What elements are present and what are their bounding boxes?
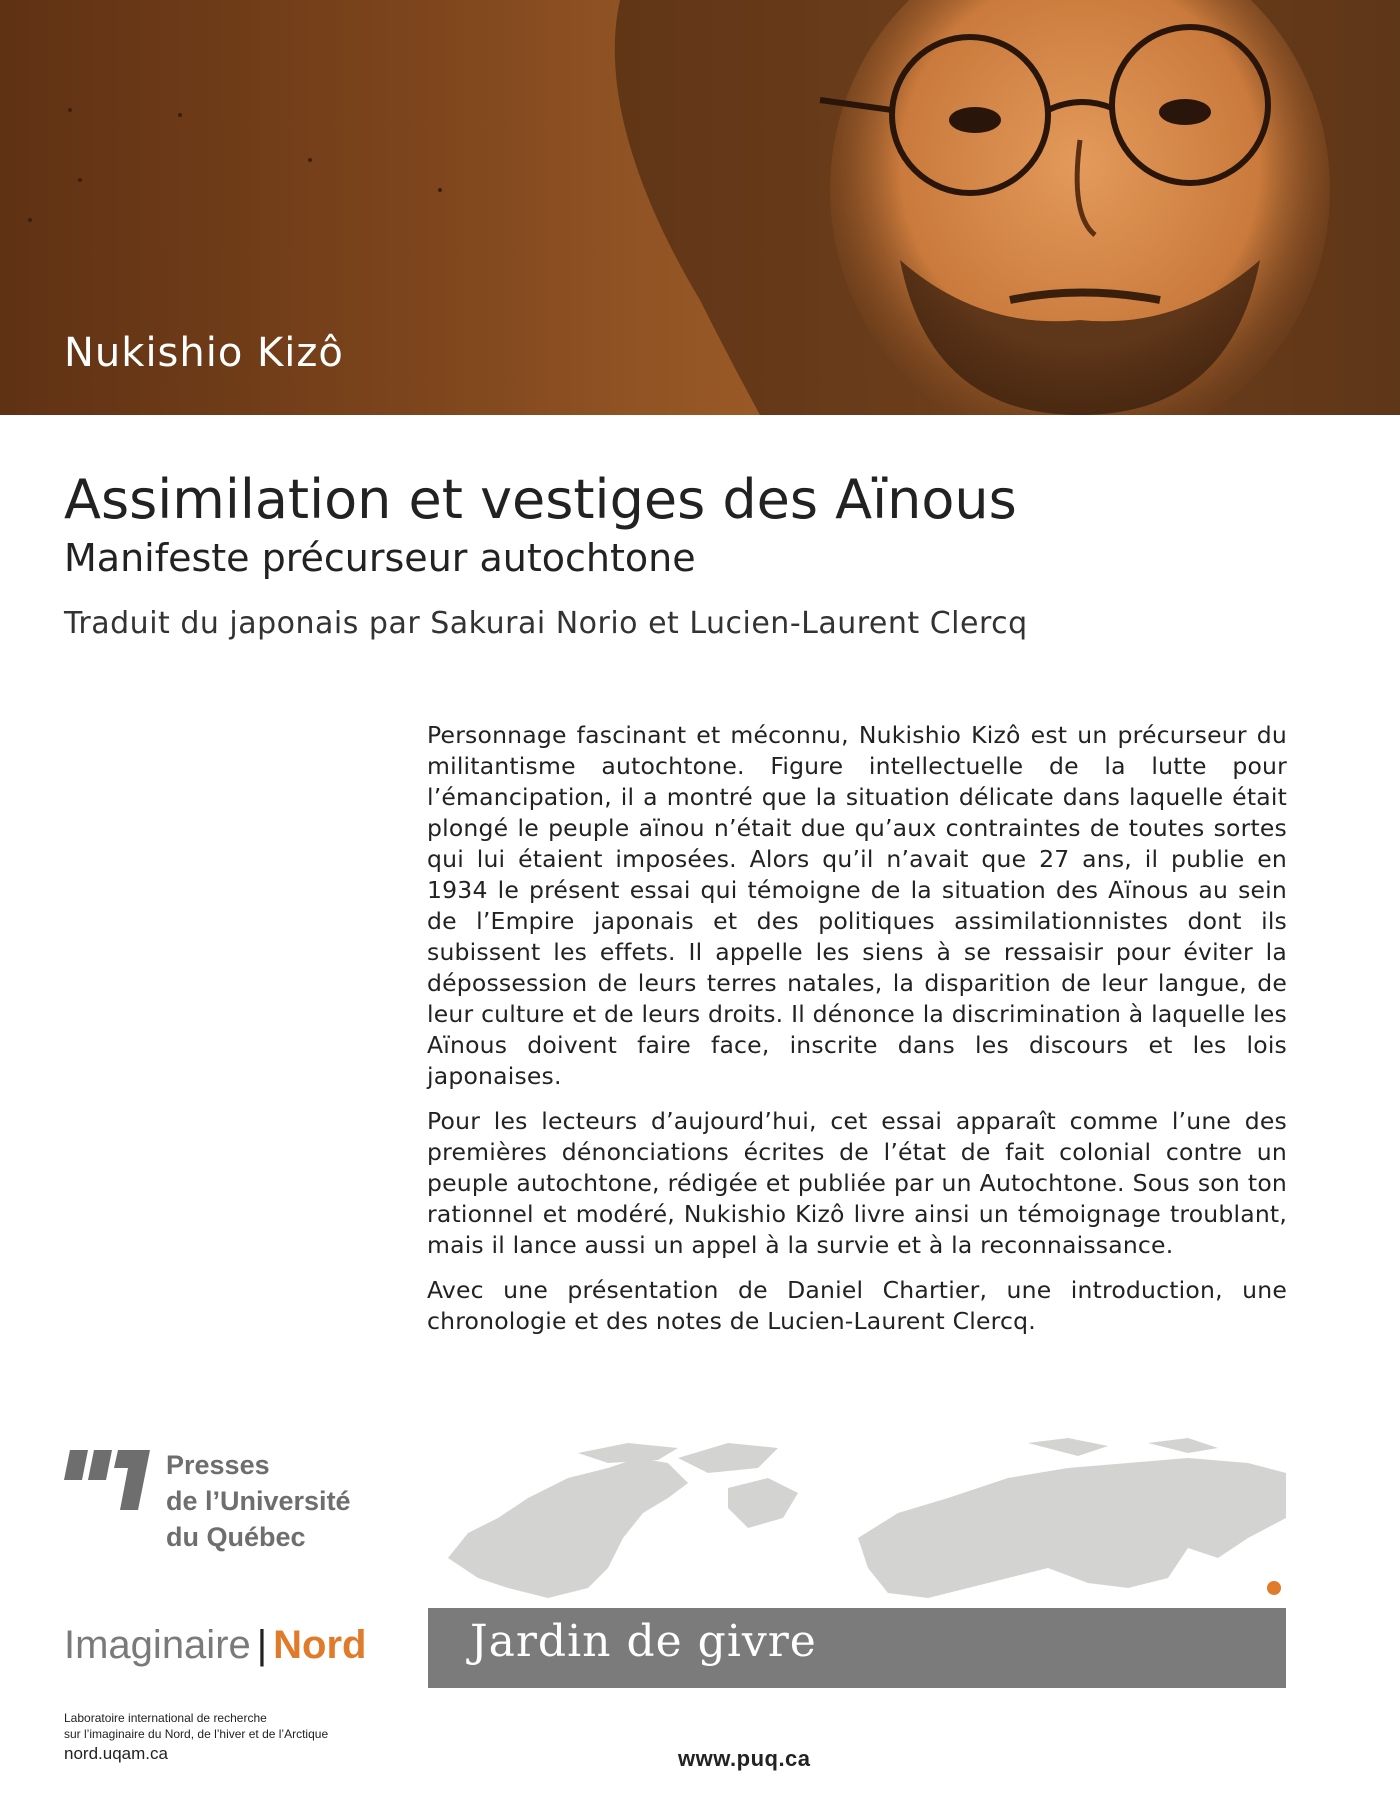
publisher-line: de l’Université (166, 1486, 351, 1516)
book-title: Assimilation et vestiges des Aïnous (64, 468, 1017, 531)
imaginaire-nord-logo (64, 1623, 366, 1668)
back-cover-blurb (427, 720, 1287, 1351)
lab-line: Laboratoire international de recherche (64, 1711, 267, 1725)
publisher-line: Presses (166, 1450, 270, 1480)
blurb-paragraph: Pour les lecteurs d’aujourd’hui, cet essai apparaît comme l’une des premières dénonciations écrites de l’état de fait colonial contre un peuple autochtone, rédigée et publiée par un Autochtone. Sous son ton rationnel et modéré, Nukishio Kizô livre ainsi un témoignage troublant, mais il lance aussi un appel à la survie et à la reconnaissance. (427, 1107, 1287, 1259)
publisher-website[interactable]: www.puq.ca (678, 1746, 811, 1771)
lab-description (64, 1710, 328, 1742)
cover-banner (0, 0, 1400, 415)
imaginaire-word: Imaginaire (64, 1623, 251, 1667)
logo-separator: | (256, 1623, 268, 1667)
translator-credit: Traduit du japonais par Sakurai Norio et Lucien-Laurent Clercq (64, 606, 1028, 641)
world-map-graphic (428, 1438, 1286, 1598)
collection-name: Jardin de givre (470, 1616, 817, 1667)
collection-banner (428, 1608, 1286, 1688)
publisher-line: du Québec (166, 1522, 306, 1552)
nord-word: Nord (273, 1623, 367, 1667)
author-name: Nukishio Kizô (64, 330, 344, 376)
blurb-paragraph: Avec une présentation de Daniel Chartier, une introduction, une chronologie et des notes de Lucien-Laurent Clercq. (427, 1276, 1287, 1335)
book-subtitle: Manifeste précurseur autochtone (64, 536, 696, 580)
lab-line: sur l’imaginaire du Nord, de l’hiver et de l’Arctique (64, 1727, 329, 1741)
puq-logo-icon (64, 1450, 150, 1510)
blurb-paragraph: Personnage fascinant et méconnu, Nukishio Kizô est un précurseur du militantisme autochtone. Figure intellectuelle de la lutte pour l’émancipation, il a montré que la situation délicate dans laquelle était plongé le peuple aïnou n’était due qu’aux contraintes de toutes sortes qui lui étaient imposées. Alors qu’il n’avait que 27 ans, il publie en 1934 le présent essai qui témoigne de la situation des Aïnous au sein de l’Empire japonais et des politiques assimilationnistes dont ils subissent les effets. Il appelle les siens à se ressaisir pour éviter la dépossession de leurs terres natales, la disparition de leur langue, de leur culture et de leurs droits. Il dénonce la discrimination à laquelle les Aïnous doivent faire face, inscrite dans les discours et les lois japonaises. (427, 721, 1287, 1090)
publisher-name (166, 1447, 351, 1555)
lab-url: nord.uqam.ca (64, 1744, 168, 1763)
